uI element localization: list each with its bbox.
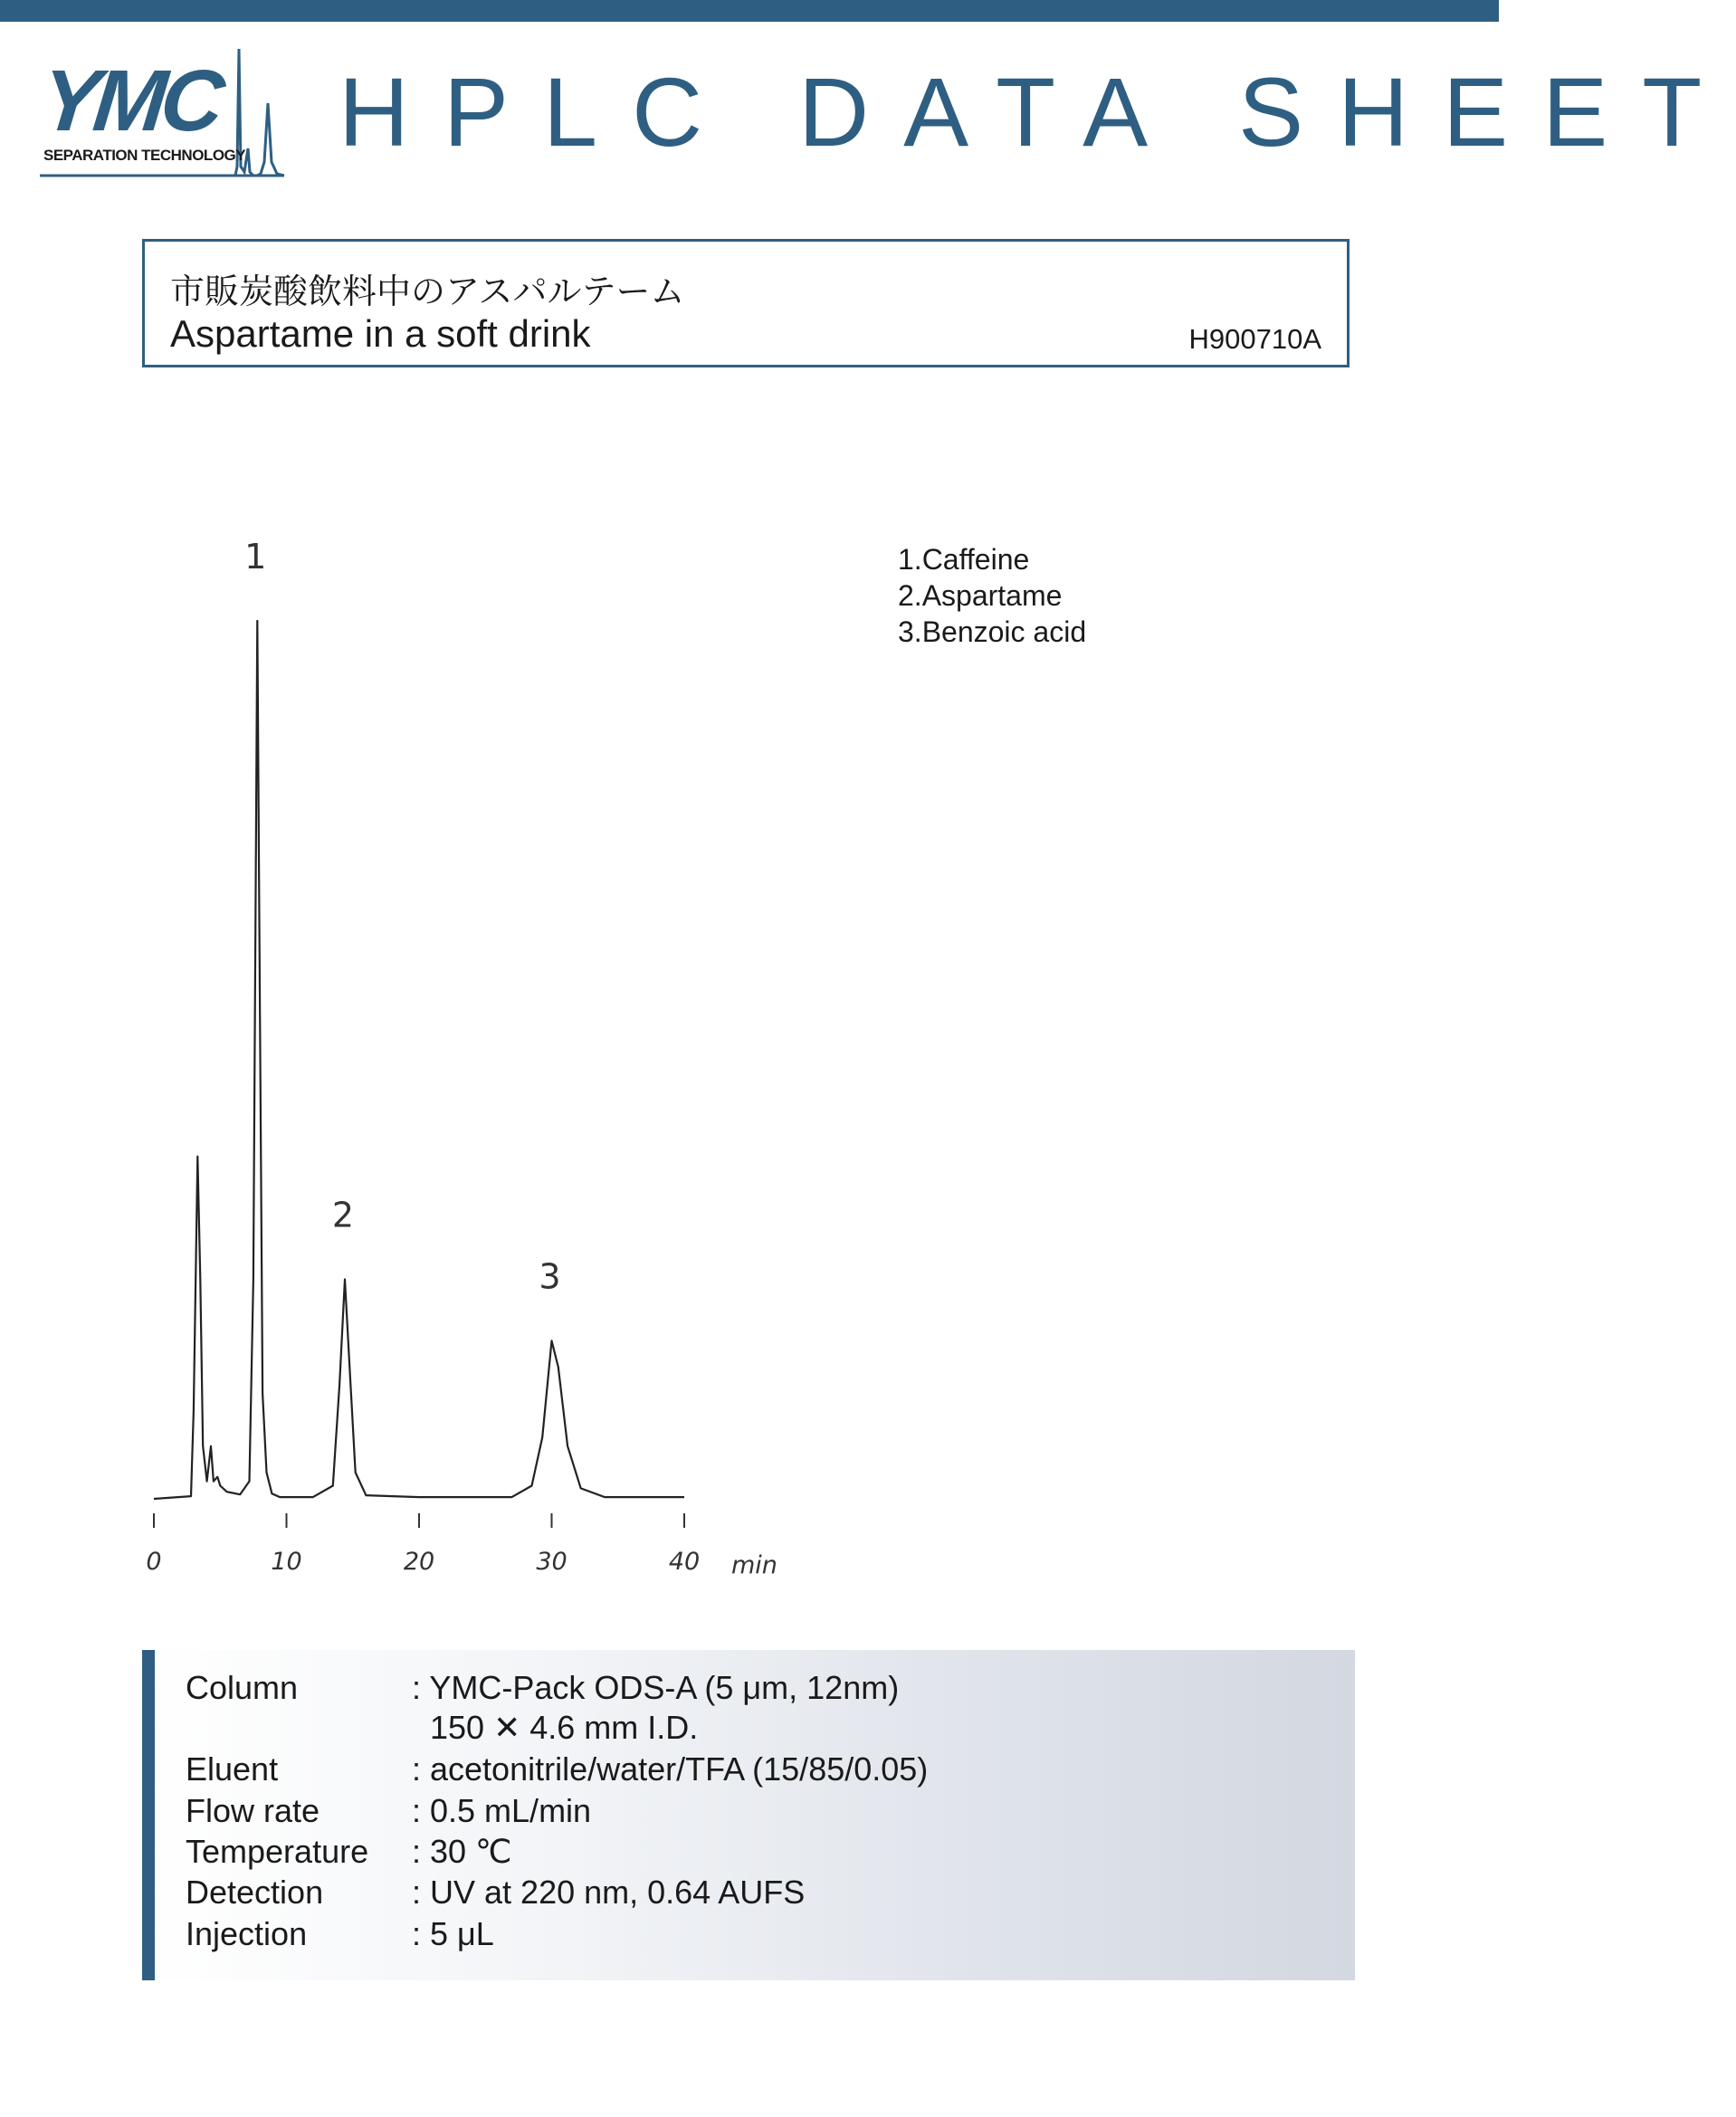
- condition-value: 150 ✕ 4.6 mm I.D.: [412, 1709, 699, 1746]
- x-axis-label: min: [731, 1551, 777, 1579]
- title-box: [142, 239, 1350, 367]
- top-accent-bar: [0, 0, 1499, 22]
- condition-row-dimensions: [186, 1708, 698, 1748]
- legend-item-caffeine: 1.Caffeine: [898, 543, 1030, 576]
- x-tick-label: 20: [403, 1548, 435, 1576]
- condition-row-detection: [186, 1873, 805, 1912]
- peak-label: 1: [244, 537, 267, 577]
- condition-value: : UV at 220 nm, 0.64 AUFS: [412, 1874, 806, 1911]
- condition-row-column: [186, 1668, 899, 1708]
- condition-key: Column: [186, 1669, 299, 1706]
- condition-key: Eluent: [186, 1750, 279, 1788]
- conditions-panel: [142, 1650, 1355, 1980]
- title-japanese: 市販炭酸飲料中のアスパルテーム: [170, 272, 685, 311]
- condition-row-flow-rate: [186, 1791, 591, 1831]
- condition-key: Detection: [186, 1874, 324, 1911]
- conditions-accent-bar: [142, 1650, 155, 1980]
- condition-key: Temperature: [186, 1833, 369, 1870]
- chromatogram-chart: [0, 507, 815, 1593]
- x-tick-label: 40: [668, 1548, 701, 1576]
- peak-legend: [898, 541, 1086, 650]
- legend-item-aspartame: 2.Aspartame: [898, 579, 1063, 612]
- logo-wordmark: YMC: [36, 52, 224, 149]
- sheet-title: HPLC DATA SHEET: [339, 57, 1736, 167]
- condition-key: Flow rate: [186, 1792, 320, 1829]
- condition-value: : acetonitrile/water/TFA (15/85/0.05): [412, 1750, 929, 1788]
- condition-value: : YMC-Pack ODS-A (5 μm, 12nm): [412, 1669, 900, 1706]
- peak-label: 3: [539, 1256, 561, 1297]
- title-english: Aspartame in a soft drink: [170, 312, 591, 355]
- chromatogram-trace: [154, 621, 684, 1499]
- x-tick-label: 0: [146, 1548, 162, 1576]
- datasheet-code: H900710A: [1188, 323, 1321, 355]
- condition-row-temperature: [186, 1832, 511, 1872]
- condition-row-eluent: [186, 1750, 928, 1789]
- x-tick-label: 30: [536, 1548, 568, 1576]
- condition-value: : 0.5 mL/min: [412, 1792, 592, 1829]
- condition-key: Injection: [186, 1915, 308, 1952]
- condition-value: : 30 ℃: [412, 1833, 512, 1870]
- condition-row-injection: [186, 1914, 494, 1954]
- condition-value: : 5 μL: [412, 1915, 494, 1952]
- legend-item-benzoic-acid: 3.Benzoic acid: [898, 615, 1087, 648]
- peak-label: 2: [331, 1195, 355, 1235]
- ymc-logo: [36, 40, 293, 180]
- x-tick-label: 10: [271, 1548, 302, 1576]
- logo-subtitle: SEPARATION TECHNOLOGY: [43, 147, 246, 164]
